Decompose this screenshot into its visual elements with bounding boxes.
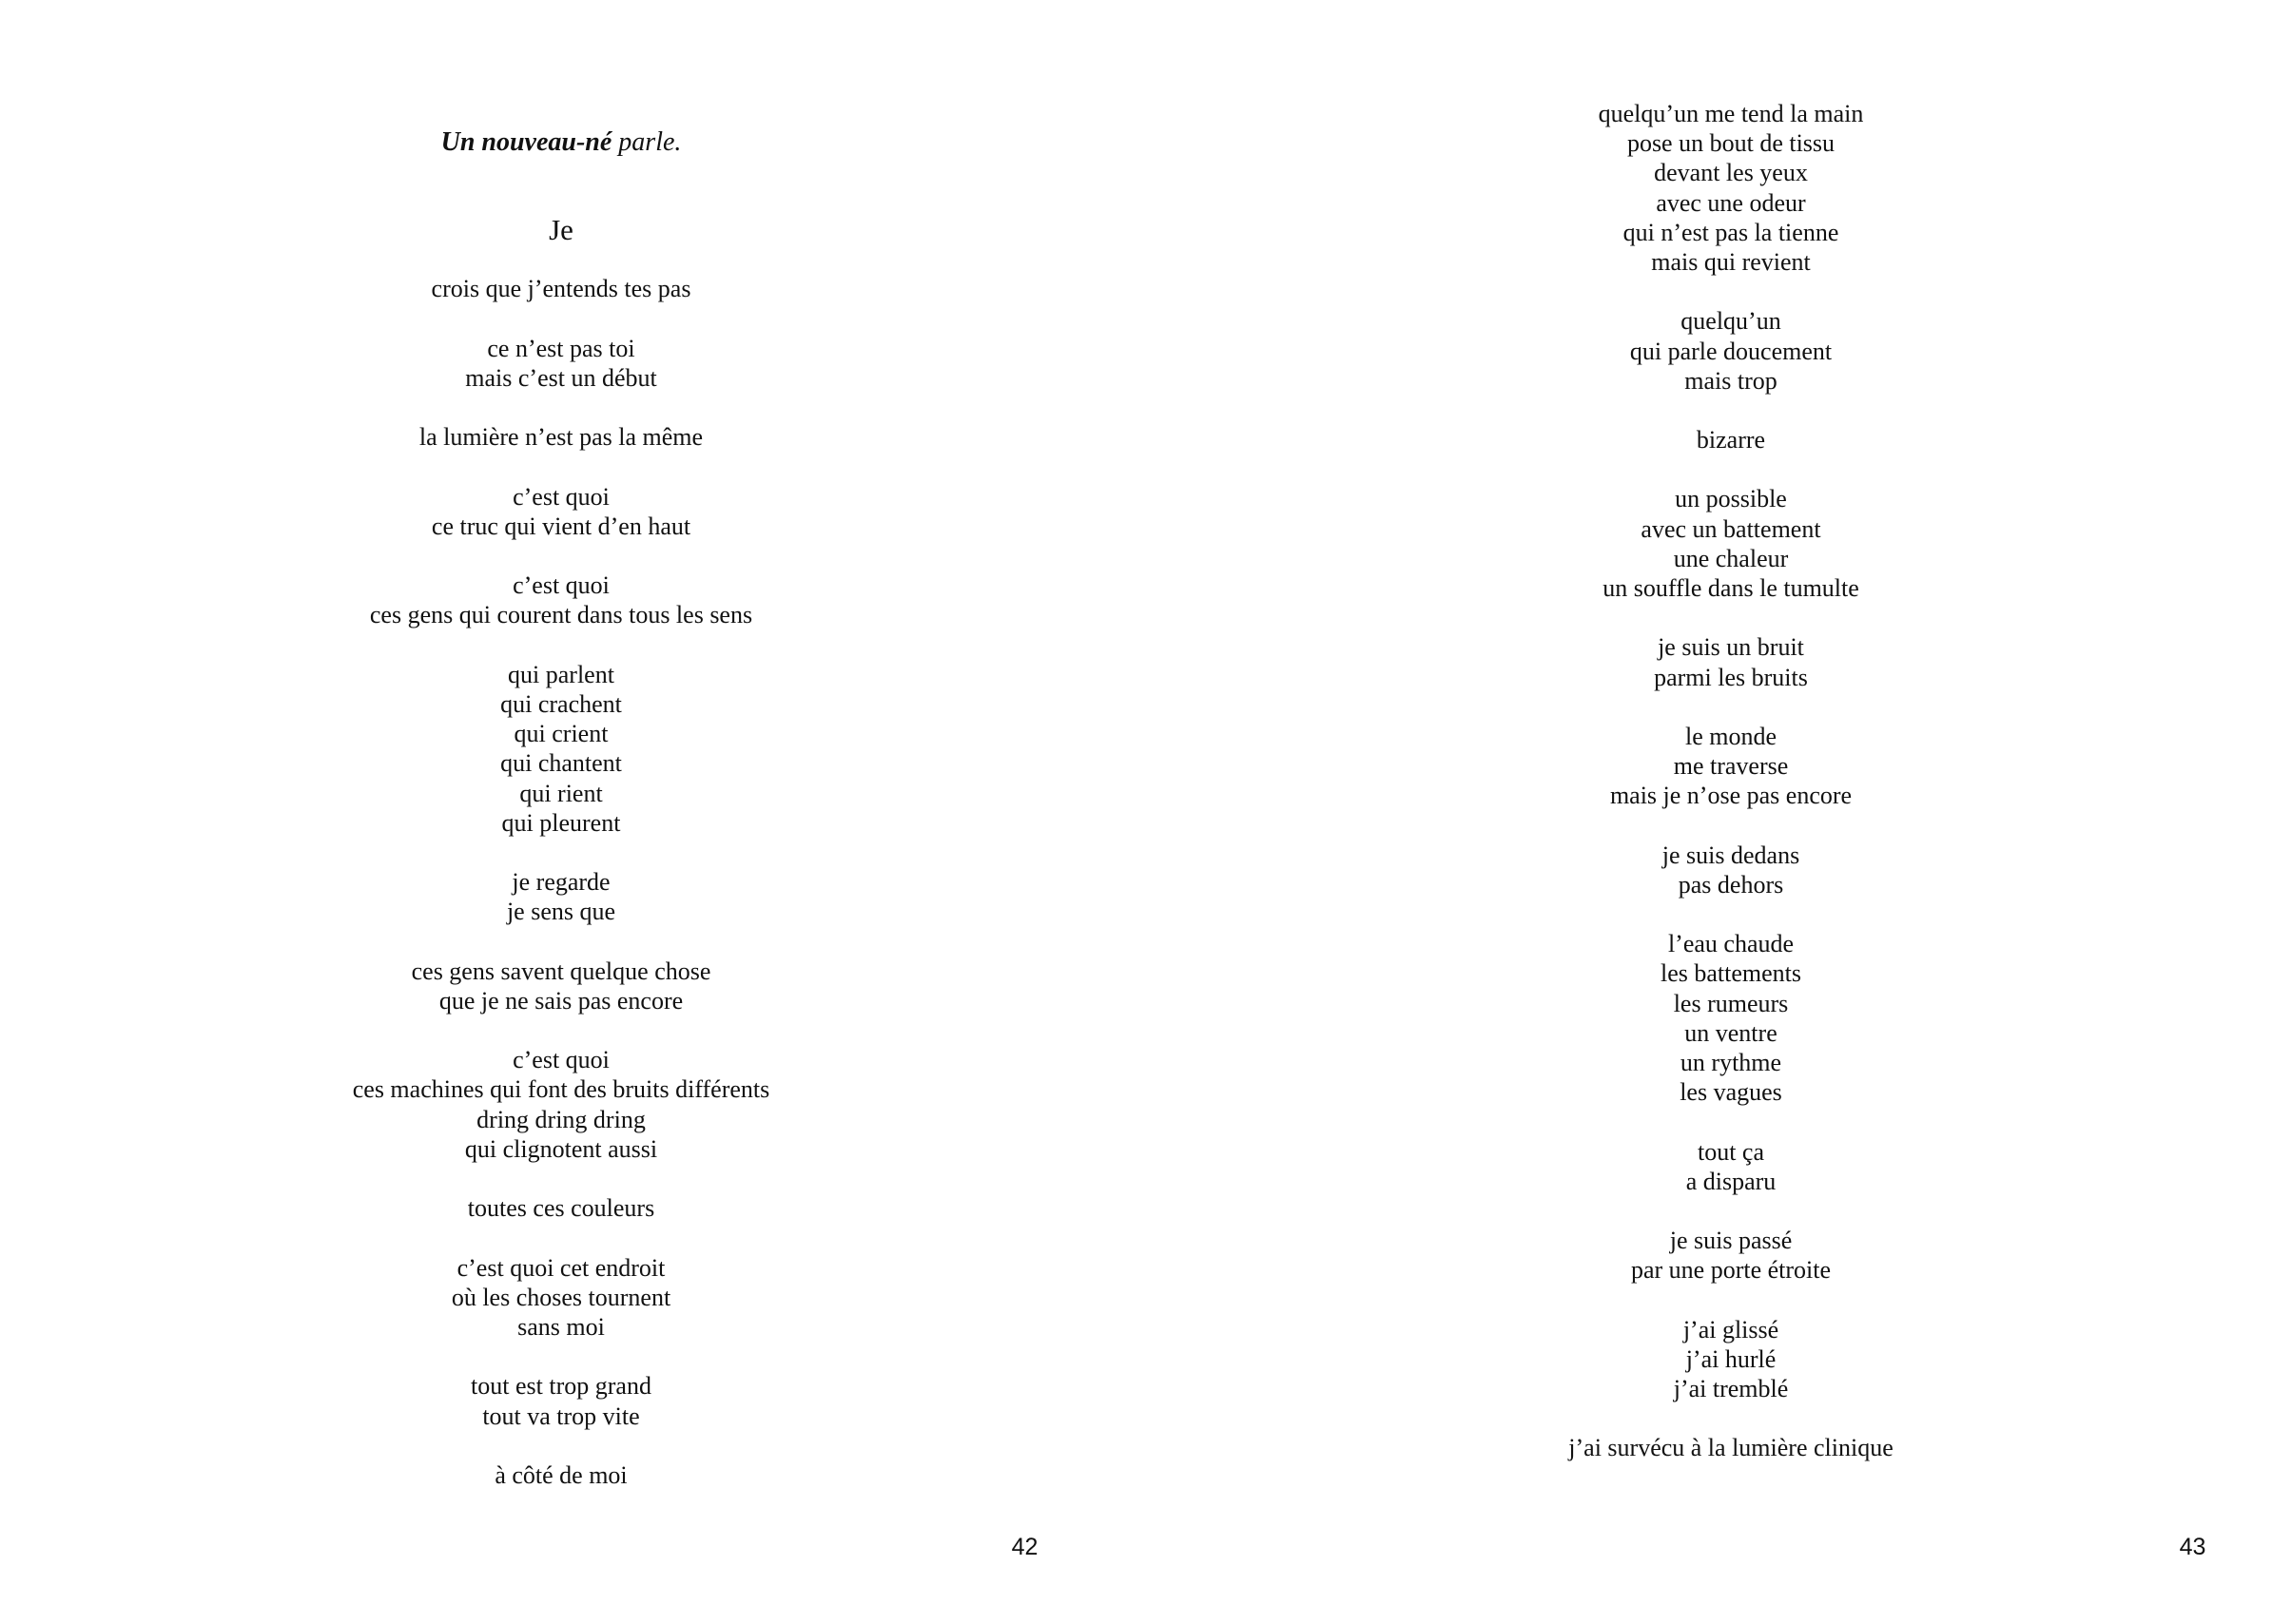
poem-line: je suis un bruit [1658,633,1804,662]
stanza [0,422,1122,452]
right-stanzas [1146,99,2292,1463]
poem-line: je suis dedans [1661,841,1800,869]
poem-line: le monde [1684,722,1777,750]
poem-line: parmi les bruits [1654,663,1808,691]
poem-line: un souffle dans le tumulte [1602,574,1859,602]
stanza [0,570,1122,629]
stanza [1146,1433,2292,1462]
poem-line: un rythme [1680,1049,1782,1076]
poem-line: c’est quoi [513,571,610,600]
stanza [0,334,1122,393]
poem-line: j’ai glissé [1682,1315,1779,1344]
poem-line: pose un bout de tissu [1626,129,1836,158]
stanza [0,1460,1122,1490]
stanza [0,1193,1122,1223]
poem-line: une chaleur [1673,544,1789,572]
poem-line: j’ai hurlé [1685,1344,1777,1373]
poem-line: me traverse [1673,752,1789,781]
poem-line: avec un battement [1641,514,1821,543]
poem-line: qui crient [514,720,609,748]
poem-line: les battements [1660,959,1801,988]
right-page [1146,0,2292,1624]
poem-line: a disparu [1685,1167,1777,1195]
stanza [1146,1226,2292,1285]
stanza [1146,929,2292,1107]
poem-line: quelqu’un me tend la main [1598,100,1864,127]
poem-line: tout ça [1697,1137,1765,1166]
poem-line: c’est quoi cet endroit [456,1253,666,1282]
poem-line: dring dring dring [476,1105,646,1133]
page-number: 42 [1011,1534,1039,1560]
poem-line: qui clignotent aussi [464,1134,658,1163]
poem-line: ce n’est pas toi [487,334,635,362]
opening-stanza [0,215,1122,244]
poem-line: un ventre [1684,1018,1777,1047]
stanza [0,1253,1122,1343]
poem-line: c’est quoi [513,1046,610,1074]
poem-line: un possible [1675,485,1787,513]
stanza [1146,632,2292,691]
poem-line: mais je n’ose pas encore [1609,782,1853,810]
poem-line: qui rient [519,779,603,807]
poem-line: bizarre [1696,426,1766,454]
poem-line: crois que j’entends tes pas [431,275,691,303]
poem-line: l’eau chaude [1667,930,1795,958]
poem-line: je suis passé [1669,1227,1793,1255]
stanza [0,867,1122,926]
poem-line: toutes ces couleurs [467,1194,655,1223]
poem-line: je sens que [506,898,616,926]
stanza [0,482,1122,541]
poem-line: devant les yeux [1654,159,1808,187]
poem-line: j’ai tremblé [1673,1375,1789,1403]
stanza [1146,1315,2292,1404]
poem-line: qui pleurent [501,808,621,837]
poem-line: les vagues [1680,1078,1782,1107]
poem-line: mais qui revient [1651,247,1811,276]
poem-line: pas dehors [1678,870,1784,899]
stanza [0,1045,1122,1164]
poem-line: où les choses tournent [451,1283,671,1311]
stanza [1146,841,2292,899]
poem-line: à côté de moi [495,1460,628,1489]
poem-line: Je [549,213,573,246]
stanza [1146,306,2292,396]
poem-line: ces gens qui courent dans tous les sens [369,601,753,629]
poem-line: la lumière n’est pas la même [418,423,704,452]
poem-line: mais c’est un début [465,363,657,392]
poem-line: j’ai survécu à la lumière clinique [1568,1434,1894,1462]
poem-line: avec une odeur [1656,188,1806,217]
stanza [1146,99,2292,277]
poem-line: tout est trop grand [471,1372,651,1401]
poem-line: sans moi [517,1312,605,1341]
poem-title-bold: Un nouveau-né [440,127,612,157]
stanza [0,274,1122,303]
poem-line: ce truc qui vient d’en haut [431,512,691,540]
poem-line: par une porte étroite [1630,1256,1832,1285]
poem-line: tout va trop vite [482,1402,640,1430]
poem-title [0,126,1122,160]
stanza [1146,425,2292,454]
poem-line: qui crachent [500,690,622,718]
poem-title-rest: parle. [618,127,682,157]
stanza [0,660,1122,838]
poem-line: ces gens savent quelque chose [411,957,711,985]
stanza [0,1371,1122,1430]
poem-line: qui parlent [508,660,614,688]
poem-left [0,215,1122,1519]
poem-line: que je ne sais pas encore [438,986,684,1015]
page-number: 43 [2179,1534,2206,1560]
stanza [1146,1137,2292,1196]
poem-line: qui chantent [500,749,622,778]
poem-line: mais trop [1684,366,1777,395]
stanza [1146,484,2292,603]
left-stanzas [0,274,1122,1490]
poem-line: c’est quoi [513,482,610,511]
poem-line: ces machines qui font des bruits différents [352,1075,770,1104]
poem-line: je regarde [512,868,611,897]
stanza [1146,722,2292,811]
poem-line: quelqu’un [1680,307,1781,336]
stanza [0,957,1122,1015]
poem-line: qui parle doucement [1629,337,1833,365]
poem-line: les rumeurs [1673,989,1789,1017]
poem-line: qui n’est pas la tienne [1622,218,1839,246]
poem-right [1146,99,2292,1493]
